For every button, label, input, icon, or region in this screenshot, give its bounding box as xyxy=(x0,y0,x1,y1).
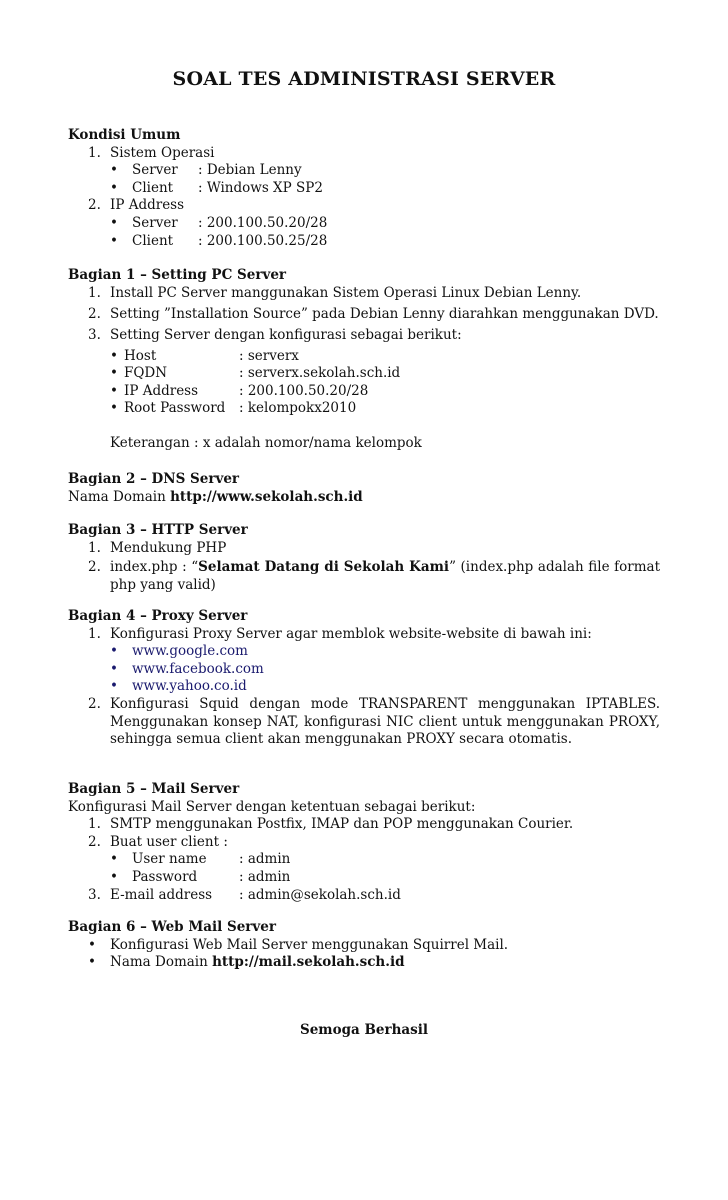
item-text: Setting Server dengan konfigurasi sebagai berikut: xyxy=(110,326,462,343)
email-value: : admin@sekolah.sch.id xyxy=(239,886,401,903)
item-number: 3. xyxy=(88,326,101,343)
closing-text: Semoga Berhasil xyxy=(299,1022,429,1038)
domain-value: http://www.sekolah.sch.id xyxy=(170,488,363,505)
user-key: Password xyxy=(132,868,198,885)
item-text: Setting ”Installation Source” pada Debian Lenny diarahkan menggunakan DVD. xyxy=(110,305,659,322)
blocked-site xyxy=(68,643,660,661)
list-item xyxy=(68,937,660,955)
config-value: : serverx.sekolah.sch.id xyxy=(239,365,401,382)
bullet-icon: • xyxy=(110,347,118,364)
section-heading: Bagian 5 – Mail Server xyxy=(68,781,240,797)
section-bagian-2 xyxy=(68,471,660,506)
section-bagian-4 xyxy=(68,608,660,749)
sub-item-value: : 200.100.50.25/28 xyxy=(198,232,328,249)
config-value: : 200.100.50.20/28 xyxy=(239,382,369,399)
list-item xyxy=(68,816,660,834)
config-row xyxy=(68,400,660,418)
config-row xyxy=(68,348,660,366)
config-key: FQDN xyxy=(124,365,168,382)
item-text: Install PC Server manggunakan Sistem Operasi Linux Debian Lenny. xyxy=(110,284,582,301)
bullet-icon: • xyxy=(110,643,118,660)
section-heading: Bagian 3 – HTTP Server xyxy=(68,522,248,538)
welcome-text: Selamat Datang di Sekolah Kami xyxy=(198,559,450,576)
email-key: E-mail address xyxy=(110,886,213,903)
blocked-site-link[interactable]: www.yahoo.co.id xyxy=(132,678,247,695)
bullet-icon: • xyxy=(110,232,118,249)
user-row xyxy=(68,851,660,869)
page-title: SOAL TES ADMINISTRASI SERVER xyxy=(172,68,556,90)
list-item xyxy=(68,145,660,163)
item-number: 1. xyxy=(88,625,101,642)
item-number: 2. xyxy=(88,197,101,214)
domain-line xyxy=(68,489,660,507)
item-text: IP Address xyxy=(110,197,185,214)
bullet-icon: • xyxy=(110,678,118,695)
domain-prefix: Nama Domain xyxy=(110,954,213,971)
blocked-site-link[interactable]: www.google.com xyxy=(132,643,248,660)
bullet-icon: • xyxy=(110,851,118,868)
list-item xyxy=(68,626,660,644)
sub-item xyxy=(68,162,660,180)
item-text: Konfigurasi Proxy Server agar memblok website-website di bawah ini: xyxy=(110,625,592,642)
bullet-icon: • xyxy=(88,954,96,971)
list-item xyxy=(68,559,660,594)
bullet-icon: • xyxy=(110,382,118,399)
section-bagian-1 xyxy=(68,267,660,453)
sub-item xyxy=(68,233,660,251)
sub-item-key: Client xyxy=(132,232,174,249)
section-kondisi-umum xyxy=(68,127,660,250)
list-item xyxy=(68,197,660,215)
section-heading: Kondisi Umum xyxy=(68,127,181,143)
config-key: IP Address xyxy=(124,382,199,399)
section-heading: Bagian 2 – DNS Server xyxy=(68,471,240,487)
bullet-icon: • xyxy=(110,400,118,417)
item-text-pre: index.php : “ xyxy=(110,559,199,576)
item-number: 1. xyxy=(88,816,101,833)
item-number: 2. xyxy=(88,695,101,712)
note-text xyxy=(68,435,660,453)
item-text xyxy=(110,954,405,972)
config-value: : kelompokx2010 xyxy=(239,400,357,417)
item-number: 1. xyxy=(88,284,101,301)
section-heading: Bagian 6 – Web Mail Server xyxy=(68,919,276,935)
sub-item-key: Server xyxy=(132,162,178,179)
config-row xyxy=(68,383,660,401)
item-number: 2. xyxy=(88,559,101,576)
user-key: User name xyxy=(132,851,207,868)
section-bagian-6 xyxy=(68,919,660,972)
section-heading: Bagian 4 – Proxy Server xyxy=(68,608,248,624)
blocked-site-link[interactable]: www.facebook.com xyxy=(132,660,264,677)
sub-item xyxy=(68,215,660,233)
list-item xyxy=(68,887,660,905)
sub-item-key: Client xyxy=(132,179,174,196)
config-row xyxy=(68,365,660,383)
list-item xyxy=(68,327,660,348)
user-value: : admin xyxy=(239,868,291,885)
sub-item-value: : 200.100.50.20/28 xyxy=(198,214,328,231)
item-text: Mendukung PHP xyxy=(110,539,227,556)
sub-item-value: : Debian Lenny xyxy=(198,162,302,179)
blocked-site xyxy=(68,661,660,679)
section-bagian-3 xyxy=(68,522,660,594)
sub-item-key: Server xyxy=(132,214,178,231)
bullet-icon: • xyxy=(88,936,96,953)
item-number: 3. xyxy=(88,886,101,903)
list-item xyxy=(68,306,660,327)
domain-prefix: Nama Domain xyxy=(68,488,171,505)
item-number: 2. xyxy=(88,305,101,322)
sub-item-value: : Windows XP SP2 xyxy=(198,179,323,196)
item-text xyxy=(110,559,660,594)
item-number: 1. xyxy=(88,539,101,556)
list-item xyxy=(68,540,660,558)
item-text: Konfigurasi Squid dengan mode TRANSPARENT menggunakan IPTABLES. Menggunakan konsep NAT, konfigurasi NIC client untuk menggunakan PROXY, sehingga semua client akan menggunakan PROXY secara otomatis. xyxy=(110,695,660,748)
item-text: Konfigurasi Web Mail Server menggunakan Squirrel Mail. xyxy=(110,936,509,953)
bullet-icon: • xyxy=(110,179,118,196)
user-value: : admin xyxy=(239,851,291,868)
bullet-icon: • xyxy=(110,365,118,382)
item-text: Sistem Operasi xyxy=(110,144,215,161)
bullet-icon: • xyxy=(110,214,118,231)
list-item xyxy=(68,696,660,749)
webmail-domain: http://mail.sekolah.sch.id xyxy=(212,954,405,971)
section-intro: Konfigurasi Mail Server dengan ketentuan sebagai berikut: xyxy=(68,798,476,815)
sub-item xyxy=(68,180,660,198)
bullet-icon: • xyxy=(110,868,118,885)
user-row xyxy=(68,869,660,887)
section-heading: Bagian 1 – Setting PC Server xyxy=(68,267,287,283)
note-label: Keterangan : x adalah nomor/nama kelompok xyxy=(110,434,422,451)
list-item xyxy=(68,954,660,972)
config-key: Root Password xyxy=(124,400,226,417)
list-item xyxy=(68,285,660,306)
blocked-site xyxy=(68,678,660,696)
config-value: : serverx xyxy=(239,347,299,364)
config-key: Host xyxy=(124,347,157,364)
bullet-icon: • xyxy=(110,162,118,179)
item-text: SMTP menggunakan Postfix, IMAP dan POP menggunakan Courier. xyxy=(110,816,574,833)
item-text: Buat user client : xyxy=(110,833,228,850)
bullet-icon: • xyxy=(110,660,118,677)
section-bagian-5 xyxy=(68,781,660,904)
item-number: 2. xyxy=(88,833,101,850)
item-number: 1. xyxy=(88,144,101,161)
item-text-post: ” (index.php adalah file format php yang valid) xyxy=(110,559,660,593)
list-item xyxy=(68,834,660,852)
